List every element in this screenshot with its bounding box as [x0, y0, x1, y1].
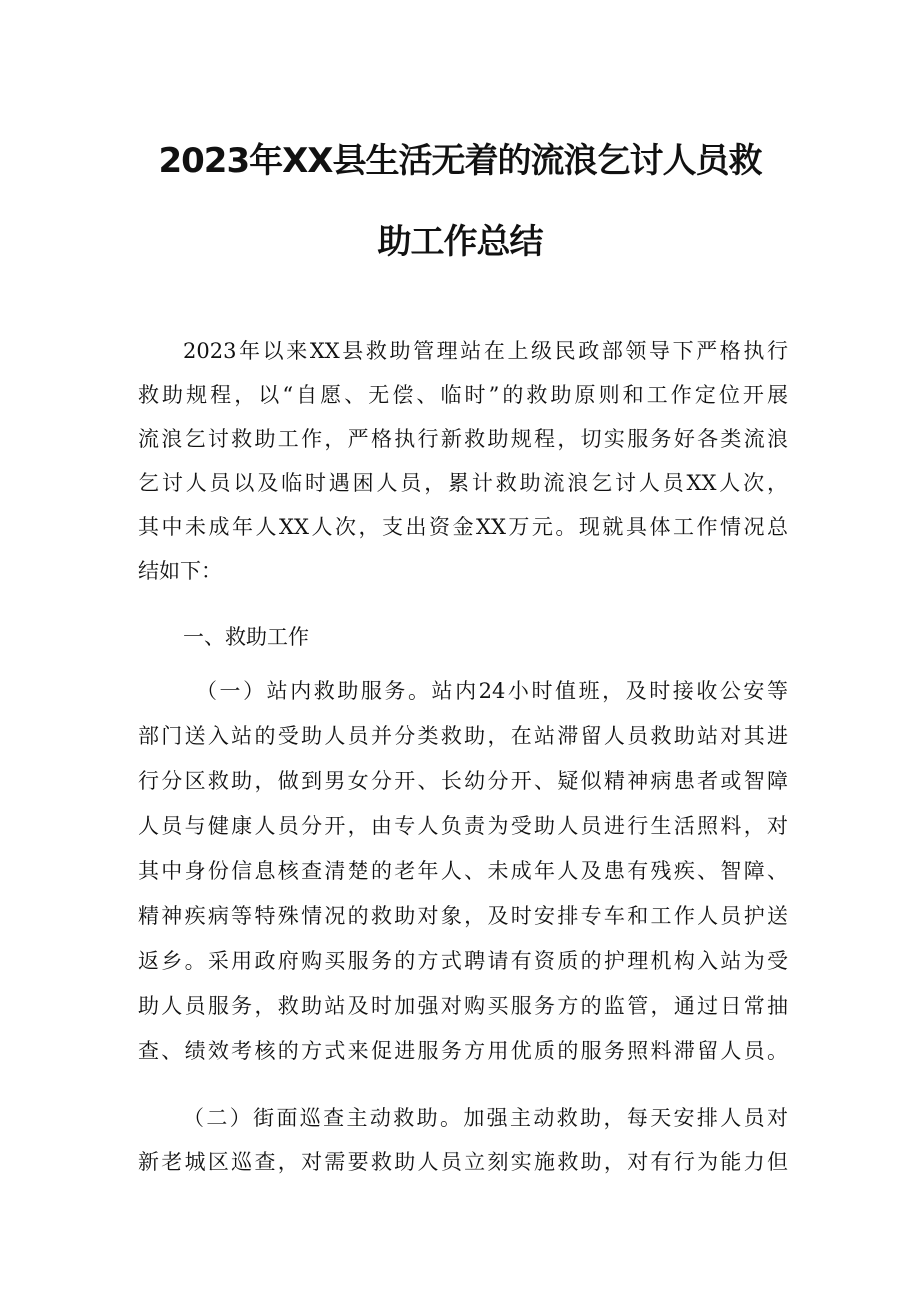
- intro-line: 流浪乞讨救助工作，严格执行新救助规程，切实服务好各类流浪: [138, 427, 788, 451]
- sub1-line: 人员与健康人员分开，由专人负责为受助人员进行生活照料，对: [138, 814, 788, 838]
- sub1-line: 部门送入站的受助人员并分类救助，在站滞留人员救助站对其进: [138, 724, 788, 748]
- intro-line: 其中未成年人XX人次，支出资金XX万元。现就具体工作情况总: [138, 515, 788, 539]
- sub1-line: 查、绩效考核的方式来促进服务方用优质的服务照料滞留人员。: [138, 1039, 788, 1063]
- sub1-line: 返乡。采用政府购买服务的方式聘请有资质的护理机构入站为受: [138, 949, 788, 973]
- section-heading: 一、救助工作: [183, 625, 309, 649]
- sub1-line: 精神疾病等特殊情况的救助对象，及时安排专车和工作人员护送: [138, 904, 788, 928]
- sub1-line: （一）站内救助服务。站内24小时值班，及时接收公安等: [196, 679, 788, 703]
- sub2-line: （二）街面巡查主动救助。加强主动救助，每天安排人员对: [183, 1106, 788, 1130]
- intro-line: 结如下：: [138, 559, 222, 583]
- sub1-line: 助人员服务，救助站及时加强对购买服务方的监管，通过日常抽: [138, 994, 788, 1018]
- document-title-line-1: 2023年XX县生活无着的流浪乞讨人员救: [158, 141, 762, 181]
- sub1-line: 行分区救助，做到男女分开、长幼分开、疑似精神病患者或智障: [138, 769, 788, 793]
- intro-line: 救助规程，以“自愿、无偿、临时”的救助原则和工作定位开展: [138, 383, 788, 407]
- intro-line: 乞讨人员以及临时遇困人员，累计救助流浪乞讨人员XX人次，: [138, 471, 788, 495]
- document-title-line-2: 助工作总结: [377, 222, 543, 262]
- sub1-line: 其中身份信息核查清楚的老年人、未成年人及患有残疾、智障、: [138, 859, 788, 883]
- intro-line: 2023年以来XX县救助管理站在上级民政部领导下严格执行: [183, 339, 788, 363]
- sub2-line: 新老城区巡查，对需要救助人员立刻实施救助，对有行为能力但: [138, 1150, 788, 1174]
